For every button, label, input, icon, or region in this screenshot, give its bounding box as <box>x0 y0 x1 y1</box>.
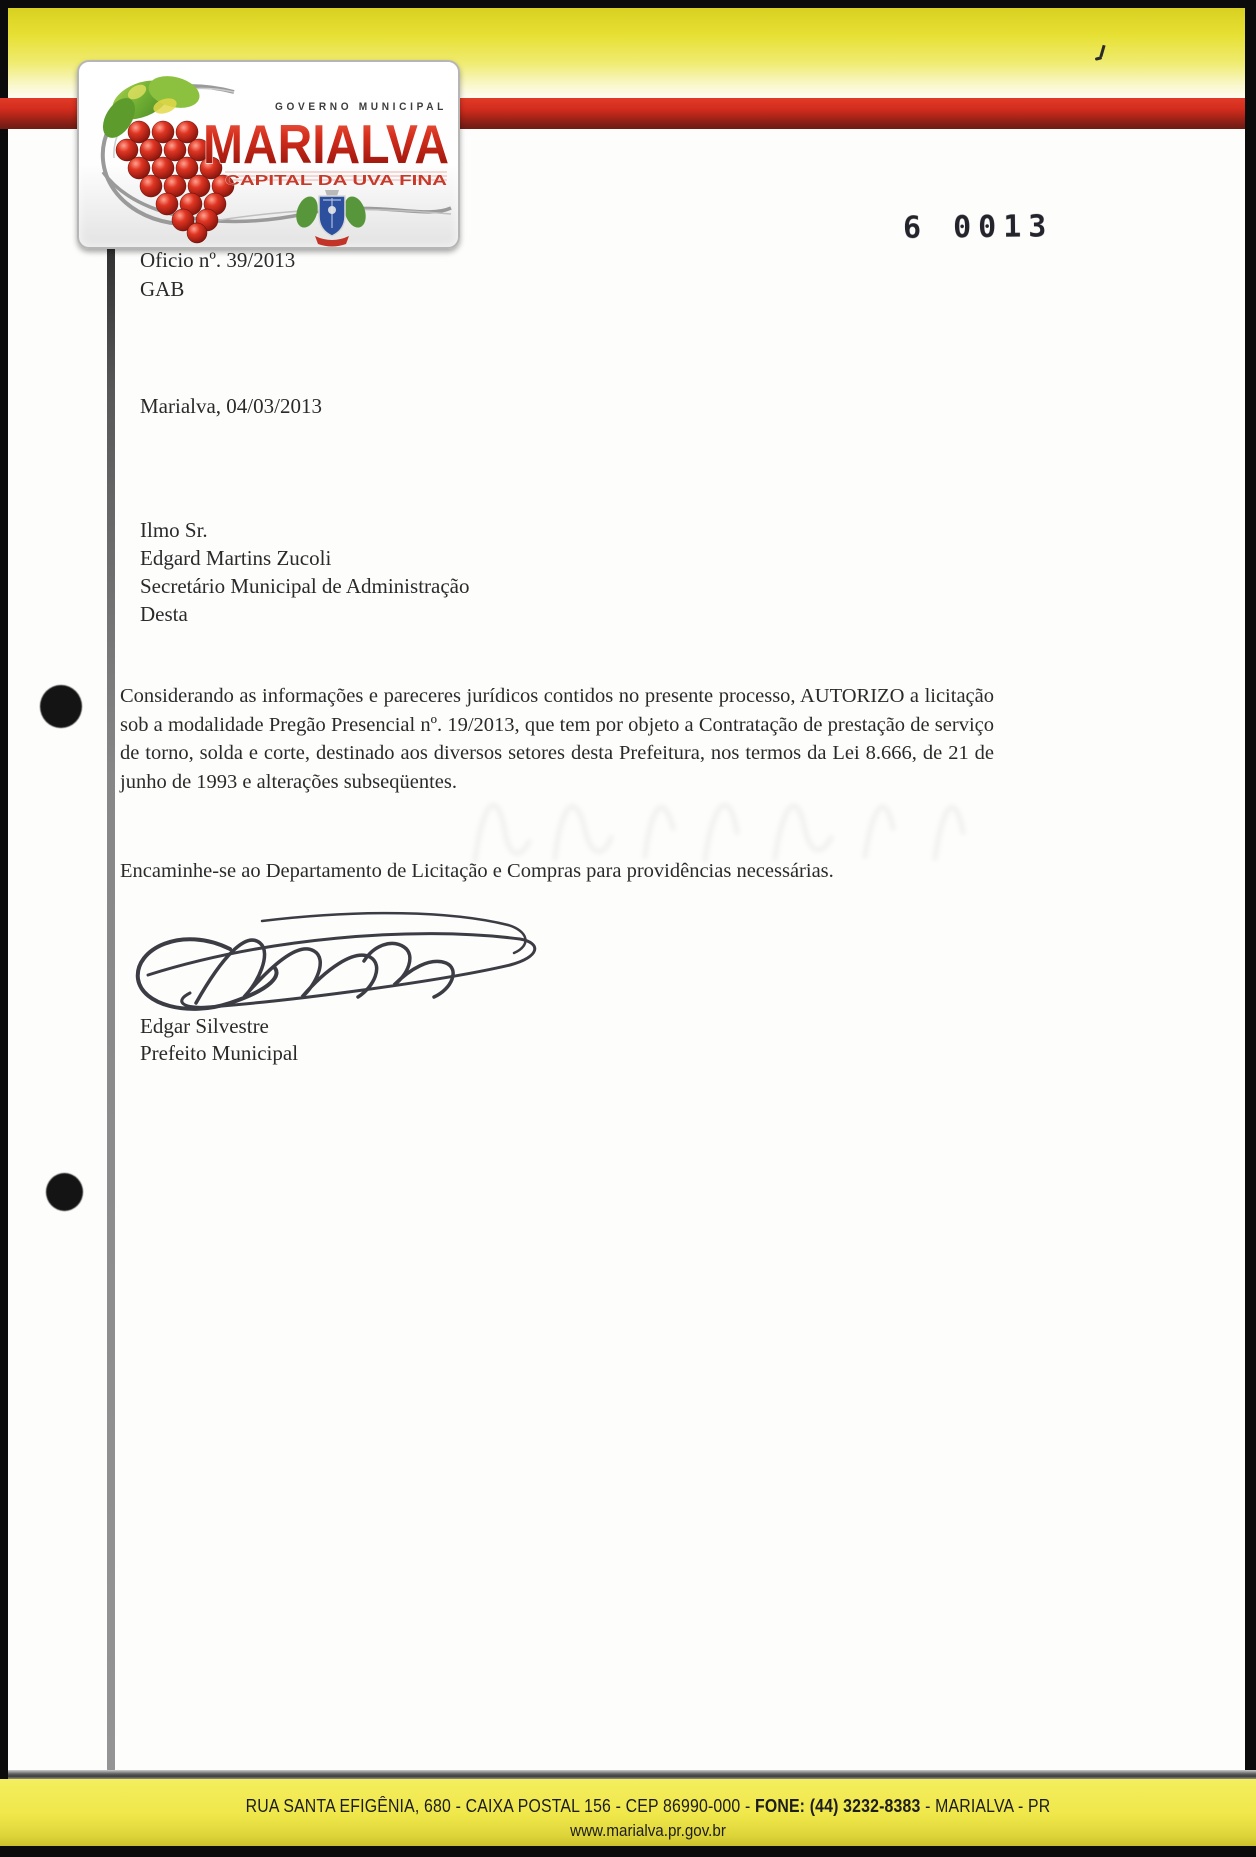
logo-artwork <box>79 62 458 247</box>
paper-background <box>8 8 1245 1779</box>
body-paragraph: Considerando as informações e pareceres jurídicos contidos no presente processo, AUTORIZO a licitação sob a modalidade Pregão Presencial nº. 19/2013, que tem por objeto a Contratação de prestação de serviço de torno, solda e corte, destinado aos diversos setores desta Prefeitura, nos termos da Lei 8.666, de 21 de junho de 1993 e alterações subseqüentes. <box>120 685 994 793</box>
recipient-name: Edgard Martins Zucoli <box>140 546 332 570</box>
punch-hole-bottom <box>46 1173 83 1211</box>
recipient-title: Secretário Municipal de Administração <box>140 574 470 598</box>
signer-title: Prefeito Municipal <box>140 1041 299 1065</box>
footer-band <box>0 1779 1256 1846</box>
dept-label: GAB <box>140 277 185 301</box>
footer-phone: FONE: (44) 3232-8383 <box>754 1796 921 1816</box>
logo-name: MARIALVA <box>203 113 449 175</box>
paper-bottom-edge-line <box>8 1770 1256 1779</box>
forward-note: Encaminhe-se ao Departamento de Licitação e Compras para providências necessárias. <box>120 860 834 882</box>
recipient-block <box>140 516 469 628</box>
coat-of-arms <box>293 190 370 247</box>
scan-right-edge <box>1245 0 1256 1780</box>
footer-address <box>113 1796 1183 1817</box>
document-ref: Oficio nº. 39/2013 <box>140 248 296 272</box>
page-stamp-number: 6 0013 <box>902 209 1054 246</box>
municipal-logo <box>77 60 460 249</box>
logo-line1: GOVERNO MUNICIPAL <box>275 101 447 113</box>
footer-website: www.marialva.pr.gov.br <box>570 1822 726 1840</box>
recipient-salutation: Ilmo Sr. <box>140 518 208 542</box>
signer-name: Edgar Silvestre <box>140 1014 269 1038</box>
bleed-through-marks <box>445 772 985 867</box>
dateline: Marialva, 04/03/2013 <box>140 394 322 418</box>
footer-address-suffix: - MARIALVA - PR <box>920 1796 1051 1816</box>
logo-tagline: CAPITAL DA UVA FINA <box>225 173 448 189</box>
footer-address-prefix: RUA SANTA EFIGÊNIA, 680 - CAIXA POSTAL 156 - CEP 86990-000 - <box>245 1796 755 1816</box>
punch-hole-top <box>40 685 82 728</box>
recipient-location: Desta <box>140 602 188 626</box>
